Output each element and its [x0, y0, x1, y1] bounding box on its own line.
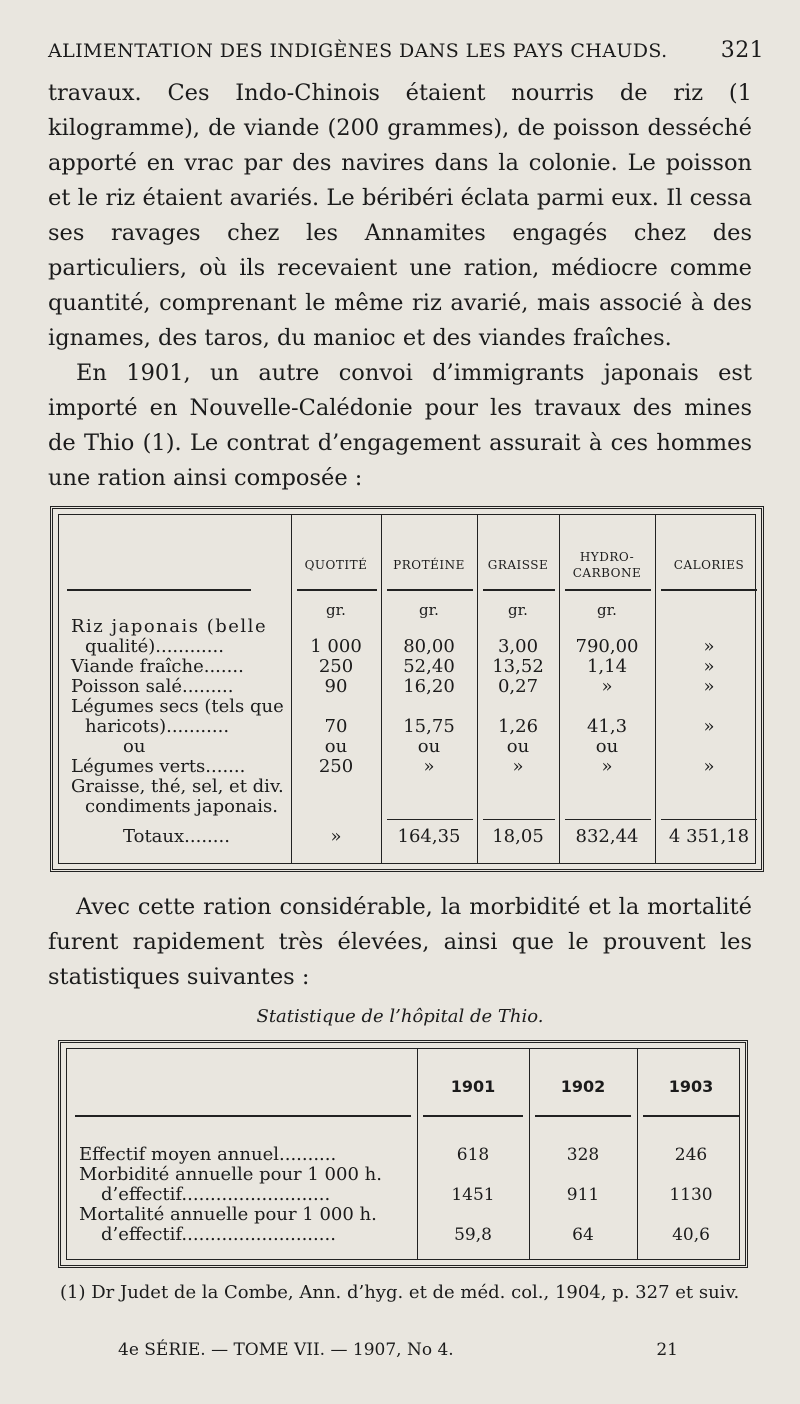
table-cell: »: [703, 656, 715, 677]
page-number: 321: [720, 38, 764, 63]
table-cell: »: [601, 676, 613, 697]
paragraph-3: [48, 890, 752, 995]
stats-cell: 64: [572, 1225, 594, 1245]
table-cell: »: [703, 636, 715, 657]
row-label: Graisse, thé, sel, et div.: [71, 776, 284, 797]
row-label: ou: [123, 736, 146, 757]
unit-quotite: gr.: [326, 601, 346, 619]
stats-caption: Statistique de l’hôpital de Thio.: [256, 1006, 544, 1027]
page-footer: [118, 1340, 678, 1360]
table-cell: 1 000: [310, 636, 362, 657]
table-cell: 13,52: [492, 656, 544, 677]
total-cell: 18,05: [492, 826, 544, 847]
stats-row-label: Mortalité annuelle pour 1 000 h.: [79, 1204, 377, 1225]
signature-number: 21: [656, 1340, 678, 1360]
row-label: Viande fraîche.......: [71, 656, 244, 677]
stats-row-label: Morbidité annuelle pour 1 000 h.: [79, 1164, 382, 1185]
table-cell: ou: [506, 736, 530, 757]
paragraph-2: [48, 356, 752, 496]
footnote: (1) Dr Judet de la Combe, Ann. d’hyg. et de méd. col., 1904, p. 327 et suiv.: [60, 1282, 740, 1303]
table-cell: 0,27: [497, 676, 539, 697]
stats-row-label: d’effectif...........................: [101, 1224, 336, 1245]
running-title: ALIMENTATION DES INDIGÈNES DANS LES PAYS CHAUDS.: [48, 40, 668, 62]
row-label: Légumes secs (tels que: [71, 696, 284, 717]
year-header: 1902: [560, 1077, 606, 1096]
table-cell: »: [423, 756, 435, 777]
year-header: 1901: [450, 1077, 496, 1096]
paragraph-text: En 1901, un autre convoi d’immigrants japonais est importé en Nouvelle-Calédonie pour les travaux des mines de Thio (1). Le contrat d’engagement assurait à ces hommes une ration ainsi composée :: [48, 360, 752, 491]
table-cell: »: [703, 676, 715, 697]
total-cell: »: [330, 826, 342, 847]
paragraph-text: travaux. Ces Indo-Chinois étaient nourris de riz (1 kilogramme), de viande (200 grammes), de poisson desséché apporté en vrac par des navires dans la colonie. Le poisson et le riz étaient avariés. Le béribéri éclata parmi eux. Il cessa ses ravages chez les Annamites engagés chez des particuliers, où ils recevaient une ration, médiocre comme quantité, comprenant le même riz avarié, mais associé à des ignames, des taros, du manioc et des viandes fraîches.: [48, 80, 752, 351]
header-graisse: GRAISSE: [487, 558, 549, 572]
row-label: condiments japonais.: [85, 796, 279, 817]
table-cell: 3,00: [497, 636, 539, 657]
paragraph-1: [48, 76, 752, 356]
table-cell: 80,00: [403, 636, 455, 657]
table-cell: ou: [324, 736, 348, 757]
header-calories: CALORIES: [673, 558, 745, 572]
row-label: qualité)............: [85, 636, 224, 657]
table-cell: 1,14: [586, 656, 628, 677]
series-info: 4e SÉRIE. — TOME VII. — 1907, No 4.: [118, 1340, 454, 1360]
unit-graisse: gr.: [508, 601, 528, 619]
table-cell: 70: [324, 716, 348, 737]
unit-hydrocarbone: gr.: [597, 601, 617, 619]
table-cell: 790,00: [575, 636, 639, 657]
running-head: [48, 38, 764, 63]
stats-cell: 59,8: [454, 1225, 492, 1245]
row-label: haricots)...........: [85, 716, 230, 737]
total-cell: 832,44: [575, 826, 639, 847]
table-cell: »: [703, 716, 715, 737]
stats-cell: 1130: [669, 1185, 713, 1205]
stats-row-label: d’effectif..........................: [101, 1184, 331, 1205]
row-label: Poisson salé.........: [71, 676, 234, 697]
stats-cell: 40,6: [672, 1225, 710, 1245]
row-label: Légumes verts.......: [71, 756, 246, 777]
table-cell: 1,26: [497, 716, 539, 737]
total-cell: 4 351,18: [668, 826, 750, 847]
table-cell: 16,20: [403, 676, 455, 697]
year-header: 1903: [668, 1077, 714, 1096]
stats-row-label: Effectif moyen annuel..........: [79, 1144, 337, 1165]
header-hydrocarbone: HYDRO- CARBONE: [572, 550, 642, 580]
table-cell: 90: [324, 676, 348, 697]
totals-label: Totaux........: [123, 826, 230, 847]
stats-table: [58, 1040, 748, 1268]
unit-proteine: gr.: [419, 601, 439, 619]
stats-cell: 618: [456, 1145, 490, 1165]
ration-table: [50, 506, 764, 872]
table-cell: ou: [595, 736, 619, 757]
table-cell: 250: [318, 656, 354, 677]
row-label: Riz japonais (belle: [71, 616, 268, 637]
header-proteine: PROTÉINE: [393, 558, 465, 572]
header-quotite: QUOTITÉ: [304, 558, 368, 572]
stats-cell: 911: [566, 1185, 600, 1205]
table-cell: »: [601, 756, 613, 777]
stats-cell: 328: [566, 1145, 600, 1165]
table-cell: »: [703, 756, 715, 777]
stats-cell: 246: [674, 1145, 708, 1165]
table-cell: ou: [417, 736, 441, 757]
table-cell: »: [512, 756, 524, 777]
table-cell: 52,40: [403, 656, 455, 677]
table-cell: 41,3: [586, 716, 628, 737]
table-cell: 15,75: [403, 716, 455, 737]
total-cell: 164,35: [397, 826, 461, 847]
stats-cell: 1451: [451, 1185, 495, 1205]
table-cell: 250: [318, 756, 354, 777]
paragraph-text: Avec cette ration considérable, la morbidité et la mortalité furent rapidement très élevées, ainsi que le prouvent les statistiques suivantes :: [48, 894, 752, 990]
